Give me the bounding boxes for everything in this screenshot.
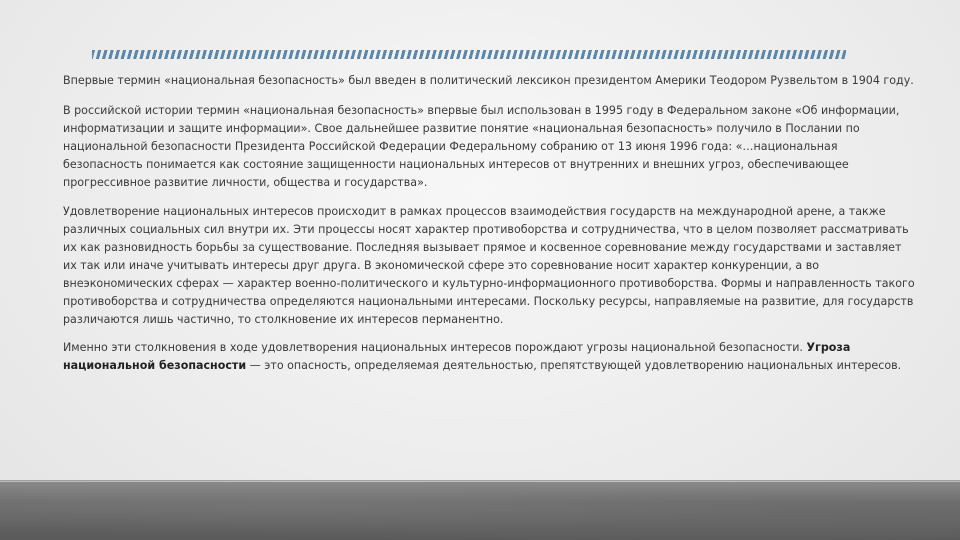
floor-texture — [0, 482, 960, 540]
slide-body — [63, 72, 917, 386]
paragraph-3: Удовлетворение национальных интересов происходит в рамках процессов взаимодействия государств на международной арене, а также различных социальных сил внутри их. Эти процессы носят характер противоборства и сотрудничества, что в целом позволяет рассматривать их как разновидность борьбы за существование. Последняя вызывает прямое и косвенное соревнование между государствами и заставляет их так или иначе учитывать интересы друг друга. В экономической сфере это соревнование носит характер конкуренции, а во внеэкономических сферах — характер военно-политического и культурно-информационного противоборства. Формы и направленность такого противоборства и сотрудничества определяются национальными интересами. Поскольку ресурсы, направляемые на развитие, для государств различаются лишь частично, то столкновение их интересов перманентно. — [63, 205, 915, 326]
paragraph-2: В российской истории термин «национальная безопасность» впервые был использован в 1995 году в Федеральном законе «Об информации, информатизации и защите информации». Свое дальнейшее развитие понятие «национальная безопасность» получило в Послании по национальной безопасности Президента Российской Федерации Федеральному собранию от 13 июня 1996 года: «…национальная безопасность понимается как состояние защищенности национальных интересов от внутренних и внешних угроз, обеспечивающее прогрессивное развитие личности, общества и государства». — [63, 104, 900, 189]
threat-definition-term: Угроза национальной безопасности — [63, 341, 851, 372]
decorative-stripe-band — [92, 50, 846, 59]
paragraph-1: Впервые термин «национальная безопасность» был введен в политический лексикон президентом Америки Теодором Рузвельтом в 1904 году. — [63, 74, 914, 87]
paragraph-4-end: — это опасность, определяемая деятельностью, препятствующей удовлетворению национальных интересов. — [246, 359, 902, 372]
paragraph-4 — [63, 339, 917, 375]
paragraph-4-start: Именно эти столкновения в ходе удовлетворения национальных интересов порождают угрозы национальной безопасности. — [63, 341, 807, 354]
